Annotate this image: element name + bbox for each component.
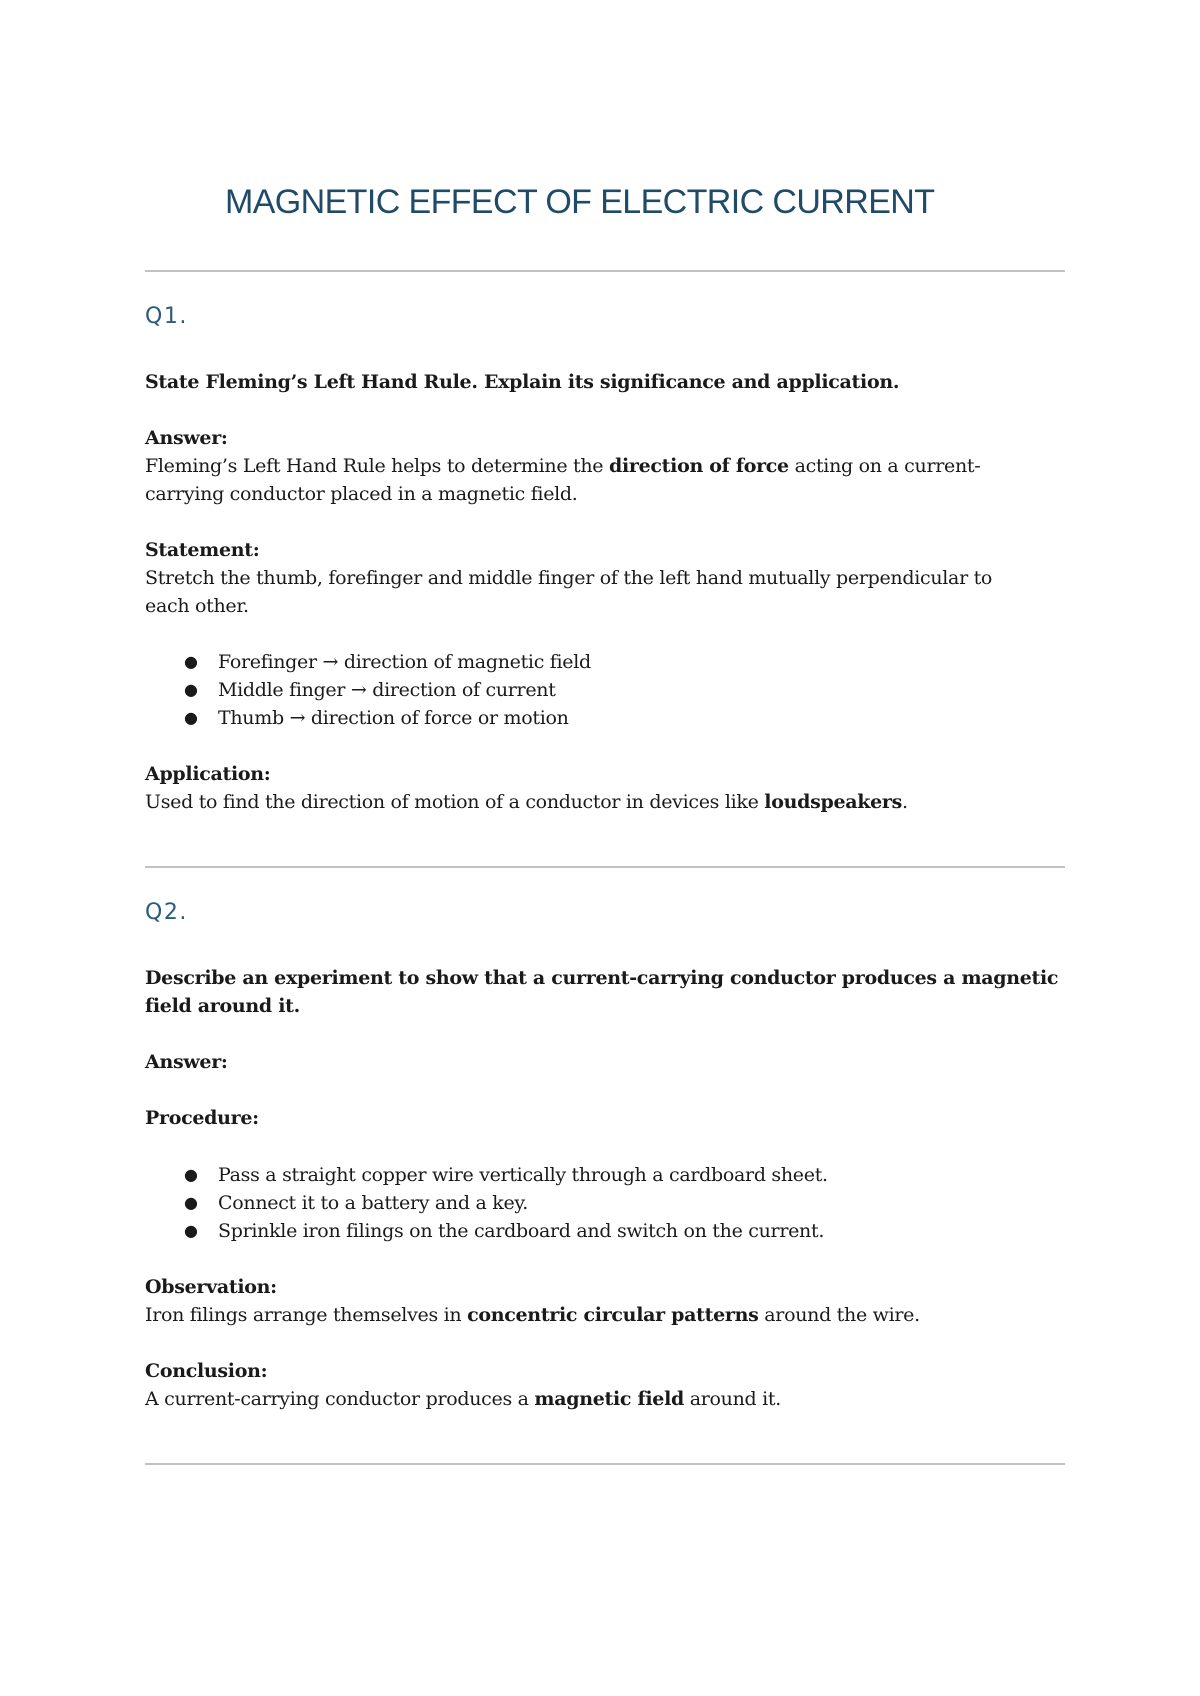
- document-title: MAGNETIC EFFECT OF ELECTRIC CURRENT: [225, 183, 935, 221]
- q2-observation-pre: Iron filings arrange themselves in: [145, 1304, 468, 1326]
- bullet-icon: ●: [184, 708, 198, 727]
- q2-conclusion-heading: Conclusion:: [145, 1360, 268, 1382]
- q1-answer-bold: direction of force: [609, 455, 789, 477]
- bullet-icon: ●: [184, 1165, 198, 1184]
- q2-answer-heading: Answer:: [145, 1051, 228, 1073]
- list-item-text: Pass a straight copper wire vertically through a cardboard sheet.: [218, 1164, 828, 1186]
- list-item-text: Middle finger → direction of current: [218, 679, 556, 701]
- q2-observation-bold: concentric circular patterns: [467, 1304, 759, 1326]
- q2-label: Q2.: [145, 900, 188, 925]
- q1-application-text: [145, 788, 1070, 816]
- list-item: [145, 1217, 828, 1245]
- bullet-icon: ●: [184, 1221, 198, 1240]
- q1-application-heading: Application:: [145, 763, 271, 785]
- q1-bullet-list: [145, 648, 591, 732]
- bullet-icon: ●: [184, 680, 198, 699]
- list-item-text: Thumb → direction of force or motion: [218, 707, 569, 729]
- q1-answer-heading: Answer:: [145, 427, 228, 449]
- q2-conclusion-bold: magnetic field: [534, 1388, 684, 1410]
- q1-label: Q1.: [145, 304, 188, 329]
- q1-application-bold: loudspeakers: [764, 791, 903, 813]
- q2-observation-heading: Observation:: [145, 1276, 277, 1298]
- q2-observation-text: [145, 1301, 1070, 1329]
- q1-answer-text: [145, 452, 1025, 508]
- bullet-icon: ●: [184, 1193, 198, 1212]
- divider-top: [145, 270, 1065, 272]
- bullet-icon: ●: [184, 652, 198, 671]
- q2-bullet-list: [145, 1161, 828, 1245]
- q2-question: Describe an experiment to show that a current-carrying conductor produces a magnetic field around it.: [145, 967, 1059, 1017]
- list-item-text: Forefinger → direction of magnetic field: [218, 651, 591, 673]
- q2-conclusion-post: around it.: [683, 1388, 782, 1410]
- list-item-text: Connect it to a battery and a key.: [218, 1192, 529, 1214]
- q1-statement-text: Stretch the thumb, forefinger and middle finger of the left hand mutually perpendicular to each other.: [145, 567, 993, 617]
- q1-application-pre: Used to find the direction of motion of a conductor in devices like: [145, 791, 765, 813]
- q2-conclusion-pre: A current-carrying conductor produces a: [145, 1388, 535, 1410]
- list-item: [145, 676, 591, 704]
- list-item: [145, 648, 591, 676]
- q1-statement-heading: Statement:: [145, 539, 260, 561]
- q2-procedure-heading: Procedure:: [145, 1107, 259, 1129]
- list-item: [145, 1189, 828, 1217]
- list-item: [145, 704, 591, 732]
- q1-application-post: .: [902, 791, 908, 813]
- q1-answer-post: acting on a current-carrying conductor placed in a magnetic field.: [145, 455, 981, 505]
- list-item: [145, 1161, 828, 1189]
- q2-observation-post: around the wire.: [758, 1304, 920, 1326]
- q1-answer-pre: Fleming’s Left Hand Rule helps to determine the: [145, 455, 609, 477]
- divider-middle: [145, 866, 1065, 868]
- q1-question: State Fleming’s Left Hand Rule. Explain its significance and application.: [145, 371, 900, 393]
- q2-conclusion-text: [145, 1385, 1070, 1413]
- list-item-text: Sprinkle iron filings on the cardboard and switch on the current.: [218, 1220, 825, 1242]
- divider-bottom: [145, 1463, 1065, 1465]
